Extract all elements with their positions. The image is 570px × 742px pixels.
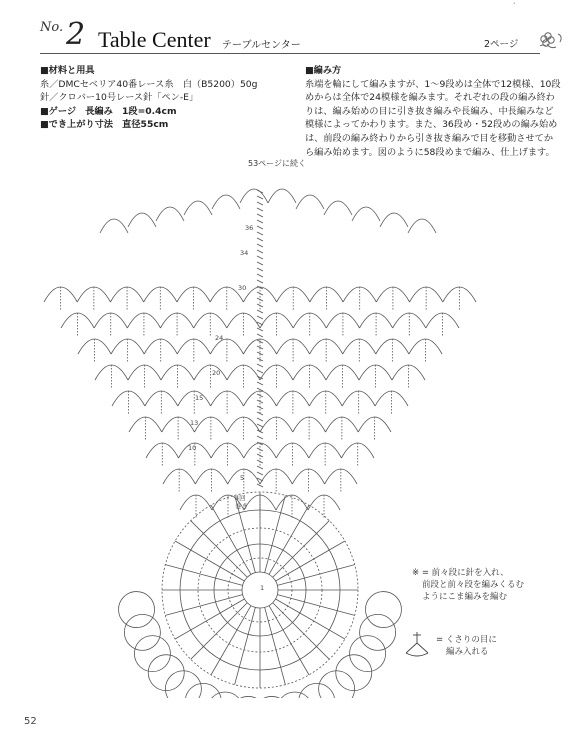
center-stitch xyxy=(257,436,263,439)
center-stitch xyxy=(257,202,263,205)
scallop xyxy=(124,614,160,650)
row-number-label: 24 xyxy=(215,334,224,342)
top-scallop xyxy=(240,189,268,203)
scallop xyxy=(277,692,313,698)
legend-line: ※ = 前々段に針を入れ、 xyxy=(412,568,509,578)
center-stitch xyxy=(257,310,263,313)
materials-thread: 糸／DMCセベリア40番レース糸 白（B5200）50g xyxy=(40,78,258,90)
center-stitch xyxy=(257,424,263,427)
instructions-heading: ■編み方 xyxy=(305,65,342,76)
center-stitch xyxy=(257,274,263,277)
page-subtitle: テーブルセンター xyxy=(222,40,301,51)
row-number-label: 30 xyxy=(238,284,247,292)
legend-line: ようにこま編みを編む xyxy=(422,592,508,602)
center-stitch xyxy=(257,388,263,391)
row-number-label: 10 xyxy=(188,444,197,452)
center-stitch xyxy=(257,316,263,319)
page-title: Table Center xyxy=(98,27,211,52)
motif-spoke xyxy=(165,565,242,586)
instructions-line: は、前段の編み終わりから引き抜き編みで目を移動させてか xyxy=(305,132,554,144)
gauge-line: ■ゲージ 長編み 1段=0.4cm xyxy=(40,105,177,117)
row-number-label: 36 xyxy=(245,224,254,232)
materials-needle: 針／クロバー10号レース針「ペン-E」 xyxy=(40,92,199,104)
center-stitch xyxy=(257,364,263,367)
scallop xyxy=(360,614,396,650)
top-scallop xyxy=(408,219,436,233)
scallop xyxy=(350,636,386,672)
scallop xyxy=(148,655,184,691)
materials-section xyxy=(40,64,290,132)
pattern-number: 2 xyxy=(66,17,86,52)
page-number: 52 xyxy=(24,716,37,727)
center-stitch xyxy=(257,430,263,433)
scallop xyxy=(230,696,266,698)
materials-heading: ■材料と用具 xyxy=(40,65,95,76)
center-stitch xyxy=(257,238,263,241)
header-rule xyxy=(40,53,540,54)
legend-line: = くさりの目に xyxy=(436,635,497,645)
center-stitch xyxy=(257,208,263,211)
scallop xyxy=(319,671,355,698)
center-stitch xyxy=(257,466,263,469)
center-stitch xyxy=(257,268,263,271)
start-label: 巻き xyxy=(235,502,248,510)
center-stitch xyxy=(257,370,263,373)
instructions-section xyxy=(305,64,561,159)
top-scallop xyxy=(380,213,408,227)
scallop xyxy=(365,592,401,628)
row-number-label: 1 xyxy=(260,584,265,592)
scallop xyxy=(254,696,290,698)
instructions-line: ら編み始めます。図のように58段めまで編み、仕上げます。 xyxy=(305,146,555,158)
top-scallop xyxy=(128,213,156,227)
pattern-no-prefix: No. xyxy=(40,20,64,35)
top-scallop xyxy=(352,207,380,221)
center-stitch xyxy=(257,460,263,463)
center-stitch xyxy=(257,328,263,331)
motif-spoke xyxy=(265,607,286,684)
legend-line: 前段と前々段を編みくるむ xyxy=(422,580,525,590)
center-stitch xyxy=(257,304,263,307)
instructions-line: 糸端を輪にして編みますが、1〜9段めは全体で12模様、10段 xyxy=(305,78,561,90)
stitch-symbol-icon xyxy=(402,629,432,663)
motif-spoke xyxy=(165,595,242,616)
motif-spoke xyxy=(265,495,286,572)
center-stitch xyxy=(257,256,263,259)
continue-label: 53ページに続く xyxy=(248,159,307,168)
top-scallop xyxy=(296,195,324,209)
top-scallop xyxy=(324,201,352,215)
top-scallop xyxy=(212,195,240,209)
top-scallop xyxy=(100,219,128,233)
row-number-label: 34 xyxy=(240,249,249,257)
center-stitch xyxy=(257,292,263,295)
row-number-label: 15 xyxy=(195,394,204,402)
top-scallop xyxy=(184,201,212,215)
page-reference: 2ページ xyxy=(484,39,519,50)
center-stitch xyxy=(257,250,263,253)
scallop xyxy=(207,692,243,698)
center-stitch xyxy=(257,220,263,223)
scallop xyxy=(185,683,221,698)
center-stitch xyxy=(257,244,263,247)
row-number-label: 20 xyxy=(212,369,221,377)
legend-note-asterisk xyxy=(412,567,524,603)
center-stitch xyxy=(257,262,263,265)
center-stitch xyxy=(257,418,263,421)
center-stitch xyxy=(257,382,263,385)
center-stitch xyxy=(257,232,263,235)
center-stitch xyxy=(257,226,263,229)
instructions-line: 模様によってかわります。また、36段め・52段めの編み始め xyxy=(305,119,558,131)
center-stitch xyxy=(257,448,263,451)
scallop xyxy=(336,655,372,691)
center-stitch xyxy=(257,196,263,199)
motif-spoke xyxy=(277,565,354,586)
motif-spoke xyxy=(277,595,354,616)
center-stitch xyxy=(257,280,263,283)
legend-note-chain xyxy=(436,634,497,658)
row-number-label: 13 xyxy=(190,419,199,427)
center-stitch xyxy=(257,454,263,457)
clover-icon xyxy=(536,30,566,50)
instructions-line: めからは全体で24模様を編みます。それぞれの段の編み終わ xyxy=(305,92,555,104)
top-scallop xyxy=(268,189,296,203)
crochet-chart-diagram xyxy=(40,150,480,698)
instructions-line: りは、編み始めの目に引き抜き編みや長編み、中長編みなど xyxy=(305,105,554,117)
center-stitch xyxy=(257,472,263,475)
legend-line: 編み入れる xyxy=(446,647,489,657)
center-stitch xyxy=(257,298,263,301)
scallop xyxy=(119,592,155,628)
motif-spoke xyxy=(235,607,256,684)
center-stitch xyxy=(257,214,263,217)
center-stitch xyxy=(257,334,263,337)
top-scallop xyxy=(156,207,184,221)
scallop xyxy=(165,671,201,698)
row-number-label: 5 xyxy=(240,474,245,482)
scallop xyxy=(299,683,335,698)
scallop xyxy=(134,636,170,672)
finished-size-line: ■でき上がり寸法 直径55cm xyxy=(40,119,169,131)
start-label: 4回 xyxy=(235,494,246,502)
center-stitch xyxy=(257,484,263,487)
corner-mark: ´ xyxy=(512,2,516,11)
